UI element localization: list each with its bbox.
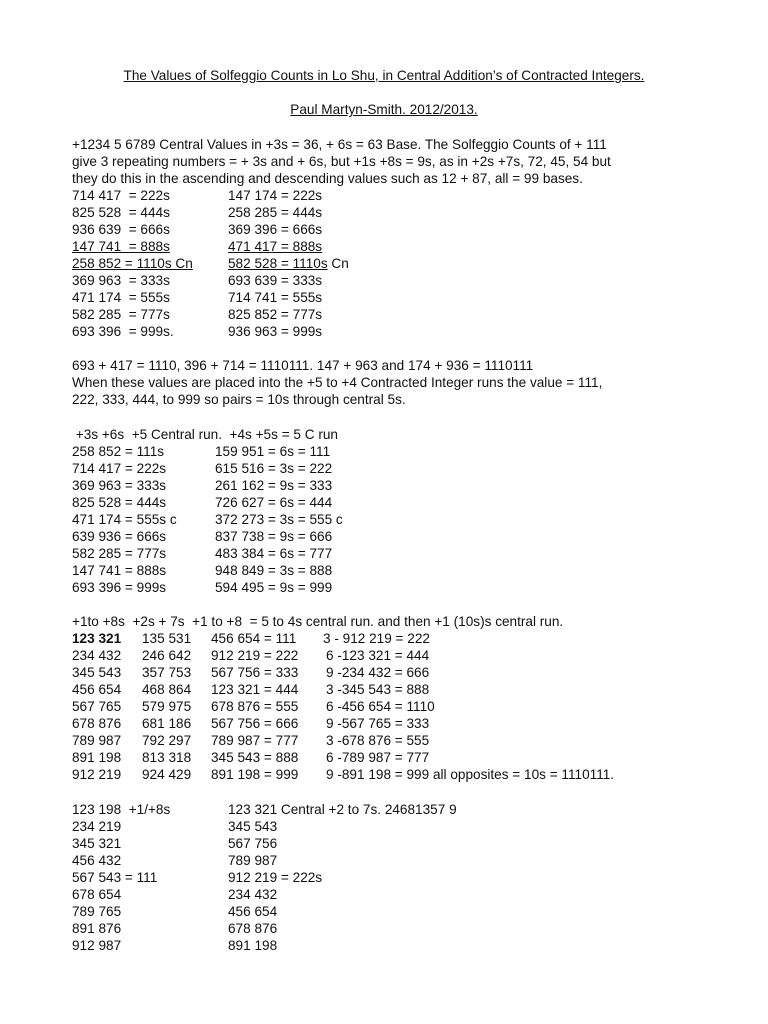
table4-cell: 789 987 [228,853,278,868]
table3-header: +1to +8s +2s + 7s +1 to +8 = 5 to 4s central run. and then +1 (10s)s central run. [72,614,564,629]
table1-cell: 714 417 = 222s [72,188,170,203]
intro-line: they do this in the ascending and descending values such as 12 + 87, all = 99 bases. [72,171,583,186]
table1-cell: 471 174 = 555s [72,290,170,305]
table1-cell-suffix: Cn [327,256,349,271]
table1-cell: 936 963 = 999s [228,324,323,339]
table1-cell: 582 285 = 777s [72,307,170,322]
table2-cell: 159 951 = 6s = 111 [215,444,331,459]
para2-line: When these values are placed into the +5 to +4 Contracted Integer runs the value = 111, [72,375,603,390]
table2-cell: 258 852 = 111s [72,444,165,459]
table3-cell: 912 219 = 222 [211,648,299,663]
table3-cell: 6 -789 987 = 777 [326,750,430,765]
table2-cell: 483 384 = 6s = 777 [215,546,333,561]
table4-cell: 234 219 [72,819,122,834]
table1-cell: 258 285 = 444s [228,205,323,220]
table3-cell: 234 432 [72,648,122,663]
table2-header: +3s +6s +5 Central run. +4s +5s = 5 C run [72,427,338,442]
table3-cell: 813 318 [142,750,192,765]
author-line: Paul Martyn-Smith. 2012/2013. [290,102,478,117]
para2-line: 222, 333, 444, to 999 so pairs = 10s through central 5s. [72,392,406,407]
table1-cell: 693 639 = 333s [228,273,323,288]
table3-cell: 567 756 = 333 [211,665,299,680]
table1-cell: 369 963 = 333s [72,273,170,288]
table2-cell: 471 174 = 555s c [72,512,177,527]
table1-cell-underlined: 582 528 = 1110s [228,256,328,271]
table3-cell: 345 543 [72,665,122,680]
table4-cell: 891 876 [72,921,122,936]
table3-cell: 579 975 [142,699,192,714]
table2-cell: 726 627 = 6s = 444 [215,495,333,510]
table3-cell: 891 198 = 999 [211,767,299,782]
table3-cell: 681 186 [142,716,192,731]
table1-cell: 714 741 = 555s [228,290,323,305]
table3-cell: 789 987 [72,733,122,748]
table3-cell: 246 642 [142,648,192,663]
table3-cell: 357 753 [142,665,192,680]
table4-cell: 891 198 [228,938,278,953]
table4-cell: 678 876 [228,921,278,936]
table3-cell: 468 864 [142,682,192,697]
table1-cell: 693 396 = 999s. [72,324,174,339]
intro-line: +1234 5 6789 Central Values in +3s = 36, + 6s = 63 Base. The Solfeggio Counts of + 111 [72,137,607,152]
table3-cell: 792 297 [142,733,192,748]
table3-cell: 891 198 [72,750,122,765]
table2-cell: 948 849 = 3s = 888 [215,563,333,578]
table3-cell: 6 -123 321 = 444 [326,648,430,663]
table3-cell: 6 -456 654 = 1110 [326,699,435,714]
table2-cell: 693 396 = 999s [72,580,167,595]
table4-cell: 678 654 [72,887,122,902]
table2-cell: 372 273 = 3s = 555 c [215,512,343,527]
table2-cell: 615 516 = 3s = 222 [215,461,333,476]
table1-cell: 258 852 = 1110s Cn [72,256,193,271]
intro-line: give 3 repeating numbers = + 3s and + 6s, but +1s +8s = 9s, as in +2s +7s, 72, 45, 54 but [72,154,611,169]
table3-cell: 924 429 [142,767,192,782]
table3-cell: 912 219 [72,767,122,782]
table2-cell: 261 162 = 9s = 333 [215,478,333,493]
table3-cell: 135 531 [142,631,192,646]
table4-cell: 345 321 [72,836,122,851]
table4-cell: 123 321 Central +2 to 7s. 24681357 9 [228,802,457,817]
table3-cell: 456 654 [72,682,122,697]
table3-cell: 123 321 = 444 [211,682,299,697]
table2-cell: 639 936 = 666s [72,529,167,544]
table4-cell: 912 987 [72,938,122,953]
table4-cell: 123 198 +1/+8s [72,802,171,817]
table3-cell: 789 987 = 777 [211,733,299,748]
table1-cell [228,255,349,272]
table4-cell: 345 543 [228,819,278,834]
table1-cell: 147 741 = 888s [72,239,170,254]
table4-cell: 567 543 = 111 [72,870,158,885]
table1-cell: 825 852 = 777s [228,307,323,322]
table3-cell: 123 321 [72,631,122,646]
table3-cell: 9 -234 432 = 666 [326,665,430,680]
table3-cell: 9 -567 765 = 333 [326,716,430,731]
table3-cell: 567 756 = 666 [211,716,299,731]
table4-cell: 789 765 [72,904,122,919]
table2-cell: 837 738 = 9s = 666 [215,529,333,544]
table4-cell: 456 654 [228,904,278,919]
table1-cell: 825 528 = 444s [72,205,170,220]
table2-cell: 369 963 = 333s [72,478,167,493]
table1-cell: 471 417 = 888s [228,239,323,254]
table4-cell: 912 219 = 222s [228,870,323,885]
table3-cell: 678 876 = 555 [211,699,299,714]
table3-cell: 3 -678 876 = 555 [326,733,430,748]
table2-cell: 147 741 = 888s [72,563,167,578]
table3-cell: 567 765 [72,699,122,714]
document-title: The Values of Solfeggio Counts in Lo Shu, in Central Addition’s of Contracted Integers. [123,68,645,83]
table3-cell: 3 -345 543 = 888 [326,682,430,697]
table2-cell: 825 528 = 444s [72,495,167,510]
table2-cell: 714 417 = 222s [72,461,167,476]
table1-cell: 147 174 = 222s [228,188,323,203]
table4-cell: 456 432 [72,853,122,868]
table1-cell: 936 639 = 666s [72,222,170,237]
table3-cell: 3 - 912 219 = 222 [323,631,430,646]
table3-cell: 9 -891 198 = 999 all opposites = 10s = 1110111. [326,767,615,782]
table3-cell: 678 876 [72,716,122,731]
para2-line: 693 + 417 = 1110, 396 + 714 = 1110111. 147 + 963 and 174 + 936 = 1110111 [72,358,534,373]
table2-cell: 582 285 = 777s [72,546,167,561]
table1-cell: 369 396 = 666s [228,222,323,237]
table3-cell: 456 654 = 111 [211,631,297,646]
table3-cell: 345 543 = 888 [211,750,299,765]
table4-cell: 567 756 [228,836,278,851]
table4-cell: 234 432 [228,887,278,902]
table2-cell: 594 495 = 9s = 999 [215,580,333,595]
